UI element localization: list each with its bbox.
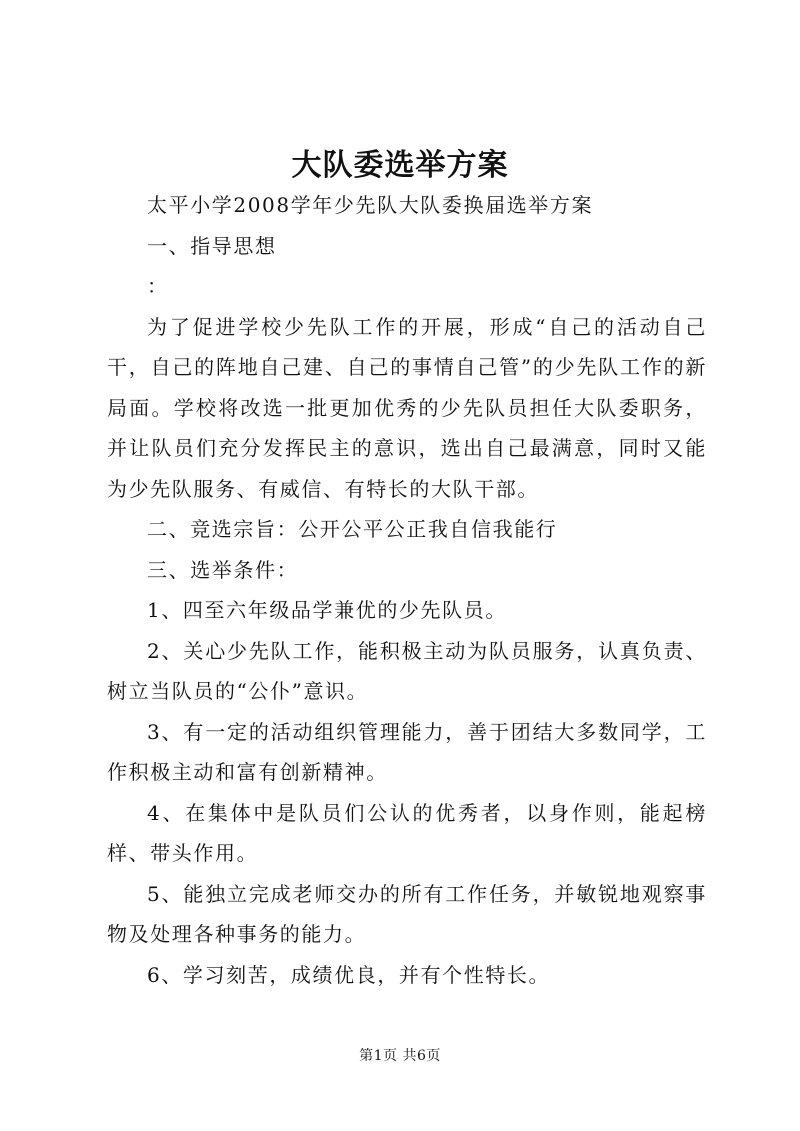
document-title: 大队委选举方案 bbox=[291, 148, 509, 183]
heading-election-tenet: 二、竞选宗旨：公开公平公正我自信我能行 bbox=[147, 517, 558, 541]
paragraph-purpose: 为了促进学校少先队工作的开展，形成“自己的活动自己干，自己的阵地自己建、自己的事情自己管”的少先队工作的新局面。学校将改选一批更加优秀的少先队员担任大队委职务，并让队员们充分发挥民主的意识，选出自己最满意，同时又能为少先队服务、有威信、有特长的大队干部。 bbox=[107, 314, 707, 501]
condition-item-4: 4、在集体中是队员们公认的优秀者，以身作则，能起榜样、带头作用。 bbox=[107, 800, 707, 865]
condition-item-6: 6、学习刻苦，成绩优良，并有个性特长。 bbox=[147, 962, 551, 987]
page-number-footer: 第1页 共6页 bbox=[359, 1048, 441, 1064]
condition-item-5: 5、能独立完成老师交办的所有工作任务，并敏锐地观察事物及处理各种事务的能力。 bbox=[107, 881, 707, 946]
heading-guiding-ideology: 一、指导思想 bbox=[147, 233, 277, 258]
condition-item-2: 2、关心少先队工作，能积极主动为队员服务，认真负责、树立当队员的“公仆”意识。 bbox=[107, 638, 707, 703]
condition-item-1: 1、四至六年级品学兼优的少先队员。 bbox=[147, 598, 507, 622]
paragraph-subtitle: 太平小学2008学年少先队大队委换届选举方案 bbox=[147, 193, 594, 217]
document-body bbox=[107, 185, 707, 995]
paragraph-colon: ： bbox=[147, 274, 169, 298]
condition-item-3: 3、有一定的活动组织管理能力，善于团结大多数同学，工作积极主动和富有创新精神。 bbox=[107, 719, 707, 784]
heading-election-conditions: 三、选举条件： bbox=[147, 557, 299, 582]
